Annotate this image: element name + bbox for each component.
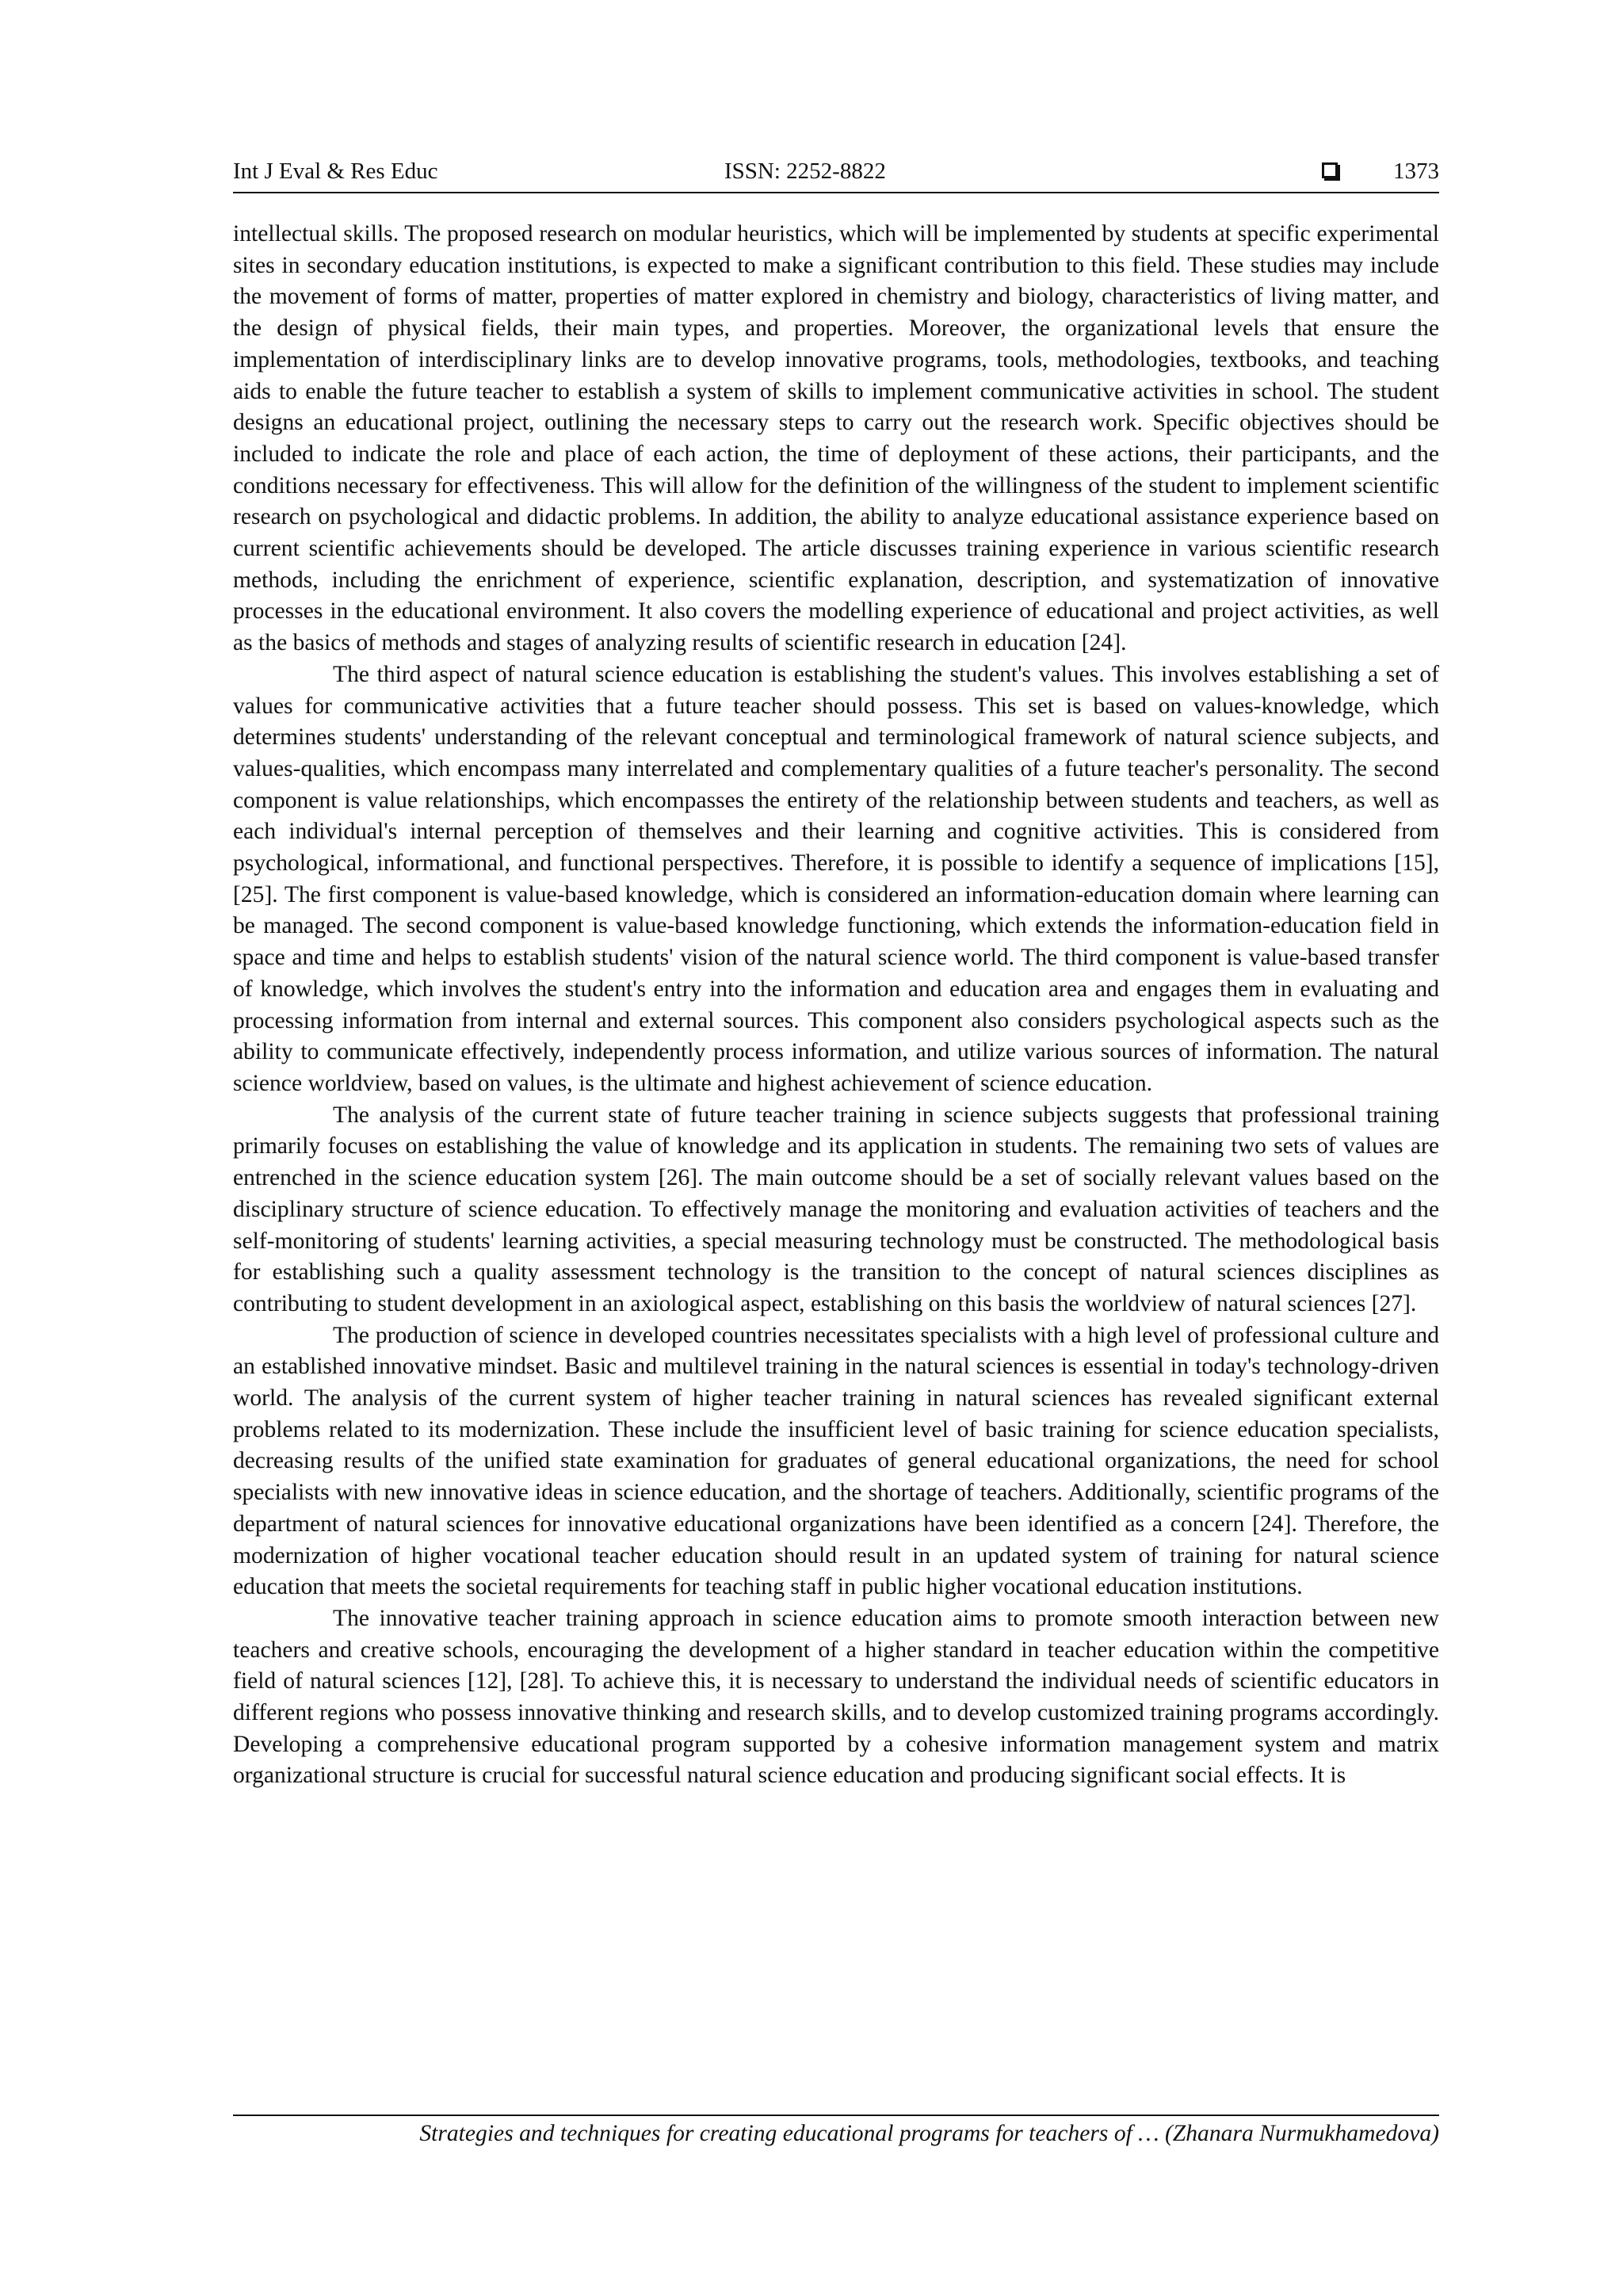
journal-name: Int J Eval & Res Educ <box>233 159 438 184</box>
paragraph-current-state-analysis: The analysis of the current state of future teacher training in science subjects suggests that professional training primarily focuses on establishing the value of knowledge and its application in students. The remaining two sets of values are entrenched in the science education system [26]. The main outcome should be a set of socially relevant values based on the disciplinary structure of science education. To effectively manage the monitoring and evaluation activities of teachers and the self-monitoring of students' learning activities, a special measuring technology must be constructed. The methodological basis for establishing such a quality assessment technology is the transition to the concept of natural sciences disciplines as contributing to student development in an axiological aspect, establishing on this basis the worldview of natural sciences [27]. <box>233 1102 1439 1316</box>
square-box-icon <box>1322 162 1338 178</box>
page-footer <box>233 2115 1439 2147</box>
paragraph-science-production: The production of science in developed countries necessitates specialists with a high level of professional culture and an established innovative mindset. Basic and multilevel training in the natural sciences is essential in today's technology-driven world. The analysis of the current system of higher teacher training in natural sciences has revealed significant external problems related to its modernization. These include the insufficient level of basic training for science education specialists, decreasing results of the unified state examination for graduates of general educational organizations, the need for school specialists with new innovative ideas in science education, and the shortage of teachers. Additionally, scientific programs of the department of natural sciences for innovative educational organizations have been identified as a concern [24]. Therefore, the modernization of higher vocational teacher education should result in an updated system of training for natural science education that meets the societal requirements for teaching staff in public higher vocational education institutions. <box>233 1322 1439 1600</box>
paragraph-continued: intellectual skills. The proposed research on modular heuristics, which will be implemented by students at specific experimental sites in secondary education institutions, is expected to make a significant contribution to this field. These studies may include the movement of forms of matter, properties of matter explored in chemistry and biology, characteristics of living matter, and the design of physical fields, their main types, and properties. Moreover, the organizational levels that ensure the implementation of interdisciplinary links are to develop innovative programs, tools, methodologies, textbooks, and teaching aids to enable the future teacher to establish a system of skills to implement communicative activities in school. The student designs an educational project, outlining the necessary steps to carry out the research work. Specific objectives should be included to indicate the role and place of each action, the time of deployment of these actions, their participants, and the conditions necessary for effectiveness. This will allow for the definition of the willingness of the student to implement scientific research on psychological and didactic problems. In addition, the ability to analyze educational assistance experience based on current scientific achievements should be developed. The article discusses training experience in various scientific research methods, including the enrichment of experience, scientific explanation, description, and systematization of innovative processes in the educational environment. It also covers the modelling experience of educational and project activities, as well as the basics of methods and stages of analyzing results of scientific research in education [24]. <box>233 221 1439 656</box>
main-body-text <box>233 219 1439 1792</box>
paragraph-student-values: The third aspect of natural science education is establishing the student's values. This involves establishing a set of values for communicative activities that a future teacher should possess. This set is based on values-knowledge, which determines students' understanding of the relevant conceptual and terminological framework of natural science subjects, and values-qualities, which encompass many interrelated and complementary qualities of a future teacher's personality. The second component is value relationships, which encompasses the entirety of the relationship between students and teachers, as well as each individual's internal perception of themselves and their learning and cognitive activities. This is considered from psychological, informational, and functional perspectives. Therefore, it is possible to identify a sequence of implications [15], [25]. The first component is value-based knowledge, which is considered an information-education domain where learning can be managed. The second component is value-based knowledge functioning, which extends the information-education field in space and time and helps to establish students' vision of the natural science world. The third component is value-based transfer of knowledge, which involves the student's entry into the information and education area and engages them in evaluating and processing information from internal and external sources. This component also considers psychological aspects such as the ability to communicate effectively, independently process information, and utilize various sources of information. The natural science worldview, based on values, is the ultimate and highest achievement of science education. <box>233 661 1439 1096</box>
running-title: Strategies and techniques for creating educational programs for teachers of … (Zhanara Nurmukhamedova) <box>419 2121 1439 2146</box>
issn-number: ISSN: 2252-8822 <box>724 159 886 184</box>
page-header <box>233 155 1439 193</box>
page-number: 1373 <box>1393 159 1439 184</box>
paragraph-innovative-training: The innovative teacher training approach in science education aims to promote smooth interaction between new teachers and creative schools, encouraging the development of a higher standard in teacher education within the competitive field of natural sciences [12], [28]. To achieve this, it is necessary to understand the individual needs of scientific educators in different regions who possess innovative thinking and research skills, and to develop customized training programs accordingly. Developing a comprehensive educational program supported by a cohesive information management system and matrix organizational structure is crucial for successful natural science education and producing significant social effects. It is <box>233 1605 1439 1789</box>
